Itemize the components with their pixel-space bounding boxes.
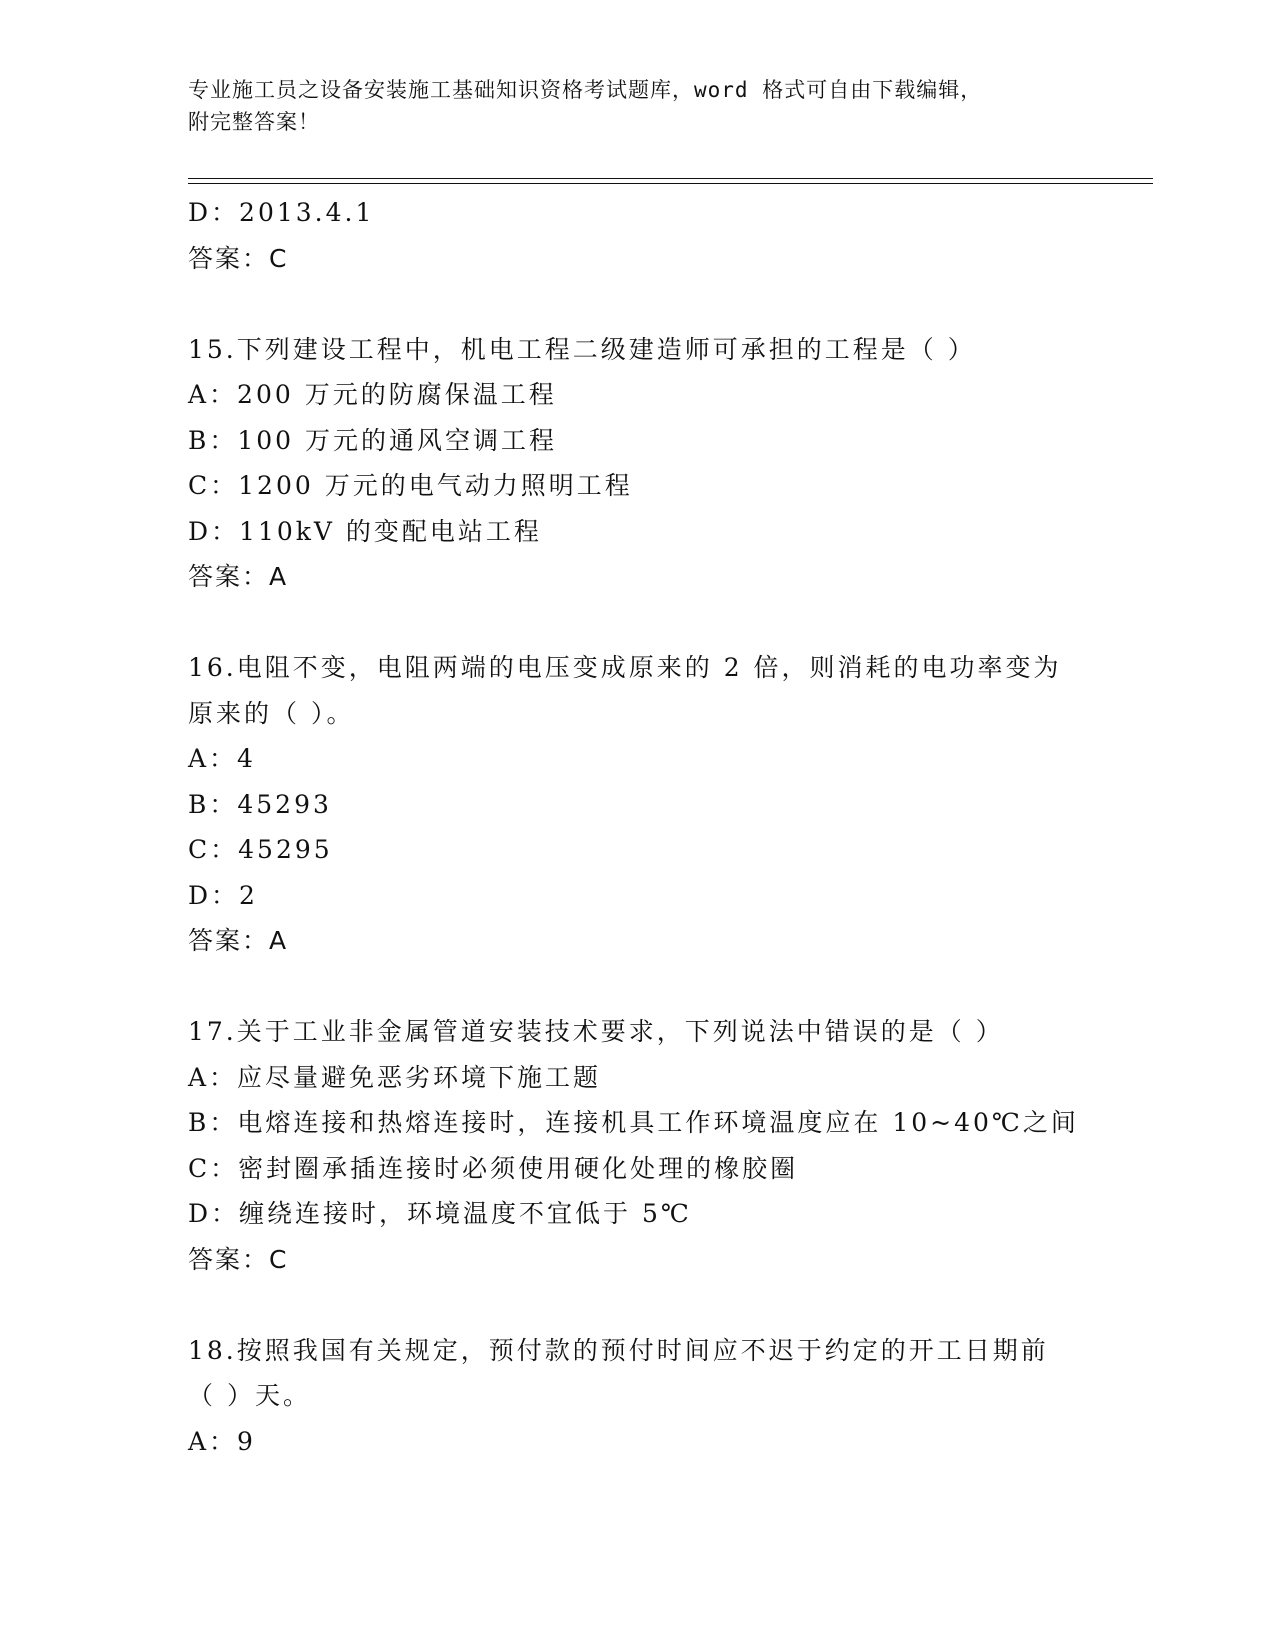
option-d: D：2013.4.1 <box>188 198 375 227</box>
spacer <box>188 1282 1088 1328</box>
spacer <box>188 600 1088 646</box>
header-line-2: 附完整答案！ <box>188 110 320 134</box>
spacer <box>188 281 1088 327</box>
question-18-stem-line-1: 18.按照我国有关规定，预付款的预付时间应不迟于约定的开工日期前 <box>188 1335 1049 1365</box>
document-header <box>188 74 1088 138</box>
question-17-option-d: D：缠绕连接时，环境温度不宜低于 5℃ <box>188 1199 692 1228</box>
question-17-stem: 17.关于工业非金属管道安装技术要求，下列说法中错误的是（ ） <box>188 1017 1004 1046</box>
question-17-option-a: A：应尽量避免恶劣环境下施工题 <box>188 1062 602 1092</box>
question-16-option-d: D：2 <box>188 880 258 910</box>
question-17-option-c: C：密封圈承插连接时必须使用硬化处理的橡胶圈 <box>188 1153 799 1183</box>
question-16-stem-line-1: 16.电阻不变，电阻两端的电压变成原来的 2 倍，则消耗的电功率变为 <box>188 653 1062 682</box>
question-15-option-c: C：1200 万元的电气动力照明工程 <box>188 471 633 500</box>
question-list <box>188 190 1088 1464</box>
question-15-option-d: D：110kV 的变配电站工程 <box>188 516 542 546</box>
question-18-stem-line-2: （ ）天。 <box>188 1381 311 1410</box>
question-17-answer: 答案：C <box>188 1244 289 1274</box>
question-16-answer: 答案：A <box>188 926 289 955</box>
question-18-option-a: A：9 <box>188 1426 256 1456</box>
spacer <box>188 964 1088 1010</box>
question-16-option-a: A：4 <box>188 744 256 773</box>
header-rule-top <box>188 178 1153 179</box>
question-16-stem-line-2: 原来的（ ）。 <box>188 698 355 728</box>
header-line-1: 专业施工员之设备安装施工基础知识资格考试题库，word 格式可自由下载编辑， <box>188 78 983 102</box>
question-15-stem: 15.下列建设工程中，机电工程二级建造师可承担的工程是（ ） <box>188 334 976 364</box>
question-15-option-b: B：100 万元的通风空调工程 <box>188 425 558 455</box>
question-15-option-a: A：200 万元的防腐保温工程 <box>188 380 557 409</box>
question-17-option-b: B：电熔连接和热熔连接时，连接机具工作环境温度应在 10~40℃之间 <box>188 1108 1079 1137</box>
answer-line: 答案：C <box>188 243 289 273</box>
header-rule-bottom <box>188 183 1153 184</box>
question-16-option-b: B：45293 <box>188 789 332 819</box>
question-15-answer: 答案：A <box>188 562 289 591</box>
question-16-option-c: C：45295 <box>188 835 333 864</box>
